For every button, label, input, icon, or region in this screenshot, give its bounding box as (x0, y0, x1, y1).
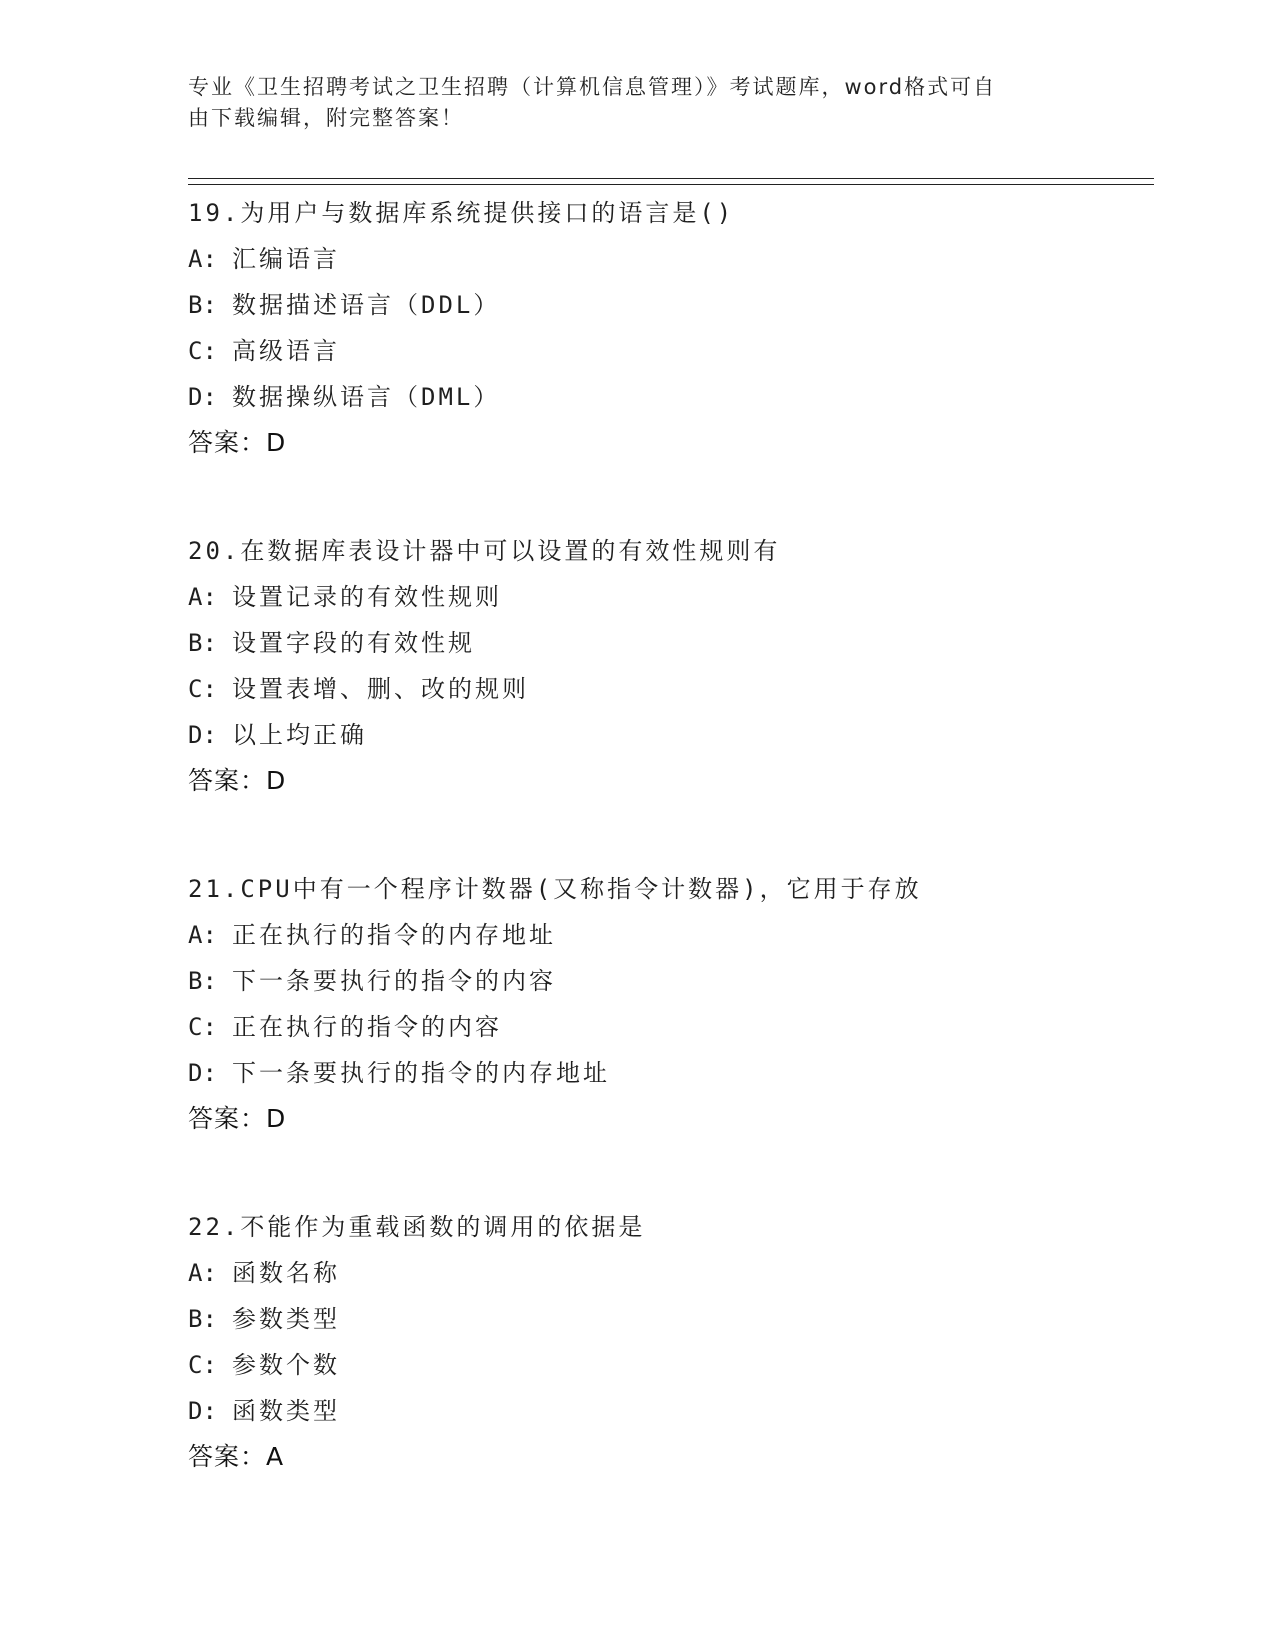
option-text: 设置记录的有效性规则 (232, 583, 502, 611)
option-c (188, 666, 1148, 712)
option-b (188, 282, 1148, 328)
header-line-1: 专业《卫生招聘考试之卫生招聘（计算机信息管理）》考试题库，word格式可自 (188, 75, 997, 99)
question-stem: 19.为用户与数据库系统提供接口的语言是() (188, 199, 735, 227)
answer: 答案：D (188, 766, 287, 795)
option-text: 正在执行的指令的内容 (232, 1013, 502, 1041)
option-d (188, 1388, 1148, 1434)
option-letter: D: (188, 1059, 217, 1087)
option-d (188, 712, 1148, 758)
option-letter: D: (188, 721, 217, 749)
header-line-2: 由下载编辑，附完整答案！ (188, 106, 464, 130)
answer: 答案：D (188, 428, 287, 457)
option-a (188, 574, 1148, 620)
option-text: 下一条要执行的指令的内容 (232, 967, 556, 995)
option-c (188, 1342, 1148, 1388)
option-letter: A: (188, 1259, 217, 1287)
header-divider-top (188, 178, 1154, 179)
option-b (188, 620, 1148, 666)
option-letter: D: (188, 383, 217, 411)
option-c (188, 328, 1148, 374)
option-text: 正在执行的指令的内存地址 (232, 921, 556, 949)
option-a (188, 236, 1148, 282)
question-stem: 20.在数据库表设计器中可以设置的有效性规则有 (188, 537, 781, 565)
option-text: 参数类型 (232, 1305, 340, 1333)
option-letter: D: (188, 1397, 217, 1425)
option-d (188, 1050, 1148, 1096)
option-text: 数据描述语言（DDL） (232, 291, 501, 319)
option-text: 函数名称 (232, 1259, 340, 1287)
option-letter: B: (188, 1305, 217, 1333)
option-letter: B: (188, 629, 217, 657)
option-text: 下一条要执行的指令的内存地址 (232, 1059, 610, 1087)
option-a (188, 1250, 1148, 1296)
option-text: 参数个数 (232, 1351, 340, 1379)
option-letter: A: (188, 583, 217, 611)
option-text: 以上均正确 (232, 721, 367, 749)
document-header (188, 72, 1068, 134)
option-letter: A: (188, 921, 217, 949)
option-letter: B: (188, 967, 217, 995)
answer: 答案：A (188, 1442, 285, 1471)
question-stem: 22.不能作为重载函数的调用的依据是 (188, 1213, 646, 1241)
option-b (188, 958, 1148, 1004)
header-divider-bottom (188, 184, 1154, 185)
option-b (188, 1296, 1148, 1342)
option-text: 设置表增、删、改的规则 (232, 675, 529, 703)
answer: 答案：D (188, 1104, 287, 1133)
question-21 (188, 866, 1148, 1142)
question-list (188, 190, 1148, 1542)
option-letter: B: (188, 291, 217, 319)
option-text: 高级语言 (232, 337, 340, 365)
option-letter: A: (188, 245, 217, 273)
option-text: 数据操纵语言（DML） (232, 383, 501, 411)
option-letter: C: (188, 675, 217, 703)
option-letter: C: (188, 337, 217, 365)
option-letter: C: (188, 1013, 217, 1041)
option-text: 函数类型 (232, 1397, 340, 1425)
option-c (188, 1004, 1148, 1050)
option-letter: C: (188, 1351, 217, 1379)
question-20 (188, 528, 1148, 804)
question-22 (188, 1204, 1148, 1480)
option-text: 汇编语言 (232, 245, 340, 273)
option-a (188, 912, 1148, 958)
question-19 (188, 190, 1148, 466)
question-stem: 21.CPU中有一个程序计数器(又称指令计数器)，它用于存放 (188, 875, 922, 903)
option-text: 设置字段的有效性规 (232, 629, 475, 657)
option-d (188, 374, 1148, 420)
